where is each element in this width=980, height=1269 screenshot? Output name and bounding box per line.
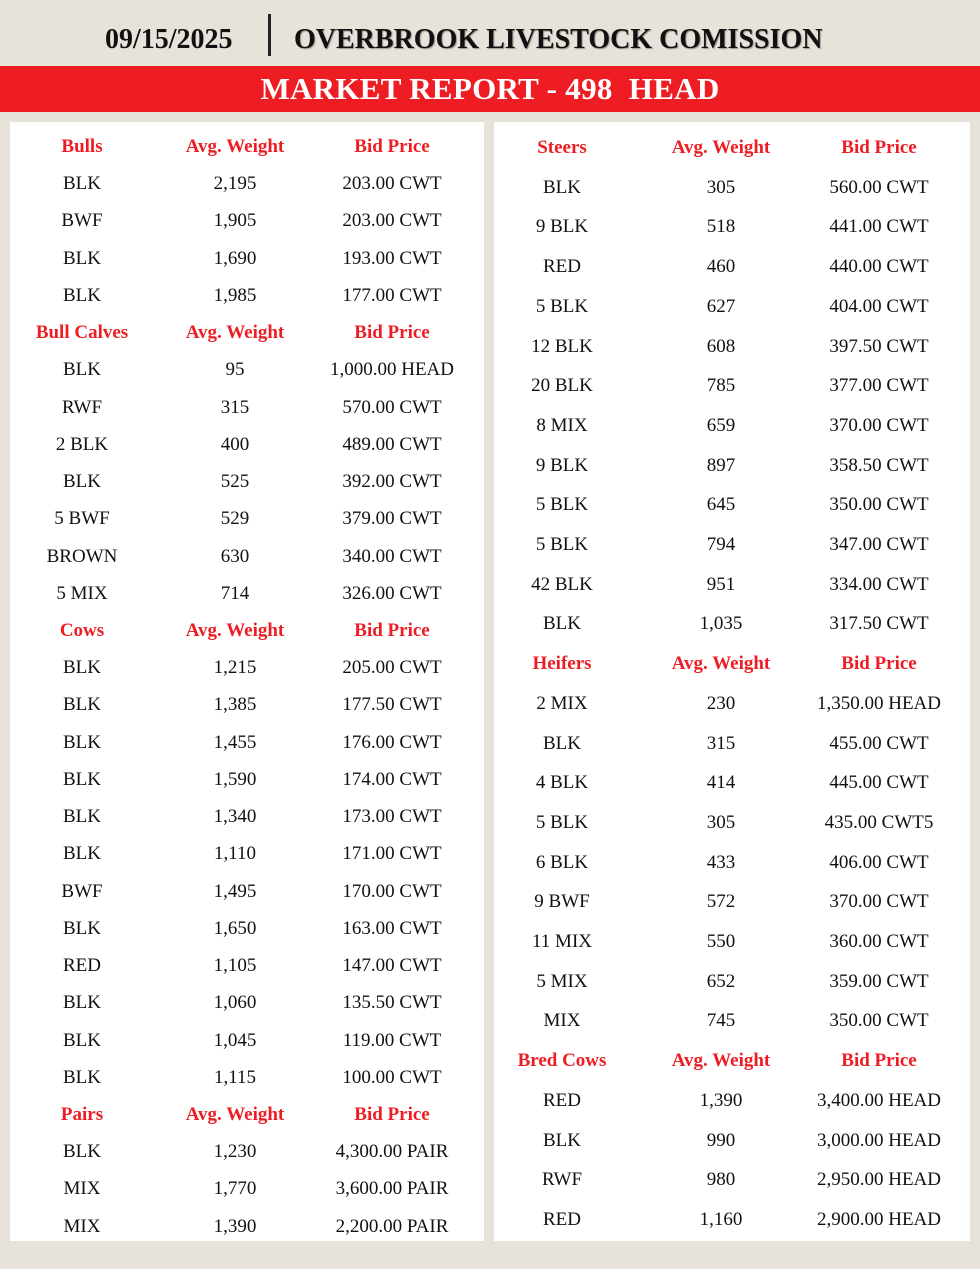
table-row [494, 1129, 970, 1153]
table-row [494, 374, 970, 398]
report-date: 09/15/2025 [105, 24, 233, 55]
bid-price-heading: Bid Price [841, 137, 917, 158]
table-row [494, 811, 970, 835]
lot-description: 5 BWF [54, 508, 110, 530]
avg-weight: 1,110 [213, 843, 257, 865]
avg-weight: 980 [706, 1169, 736, 1191]
avg-weight: 460 [706, 256, 736, 278]
bid-price: 359.00 CWT [829, 970, 929, 992]
bid-price: 350.00 CWT [829, 1010, 929, 1032]
category-heading: Bull Calves [35, 322, 129, 344]
table-row [494, 930, 970, 954]
table-row [494, 970, 970, 994]
category-heading: Bulls [61, 136, 103, 157]
avg-weight: 630 [220, 545, 250, 567]
bid-price: 135.50 CWT [342, 992, 442, 1014]
bid-price: 489.00 CWT [342, 433, 442, 455]
table-row [494, 1168, 970, 1192]
lot-description: BWF [61, 210, 103, 232]
bid-price: 4,300.00 PAIR [335, 1141, 449, 1163]
bid-price: 163.00 CWT [342, 917, 442, 939]
bid-price-heading: Bid Price [354, 619, 430, 641]
avg-weight-heading: Avg. Weight [185, 136, 285, 157]
lot-description: BLK [63, 1066, 101, 1088]
avg-weight: 414 [706, 772, 736, 794]
category-heading: Bred Cows [517, 1050, 607, 1072]
avg-weight: 714 [220, 582, 250, 604]
table-row [10, 693, 484, 717]
section-header [494, 136, 970, 160]
table-row [10, 805, 484, 829]
lot-description: 4 BLK [535, 772, 589, 794]
avg-weight: 1,340 [213, 806, 257, 828]
avg-weight: 525 [220, 471, 250, 493]
lot-description: BLK [63, 694, 101, 716]
table-row [10, 358, 484, 382]
table-row [10, 768, 484, 792]
section-header [494, 652, 970, 676]
bid-price: 3,000.00 HEAD [816, 1129, 942, 1151]
bid-price-heading: Bid Price [354, 322, 430, 344]
bid-price: 3,400.00 HEAD [816, 1089, 942, 1111]
table-row [10, 842, 484, 866]
bid-price-heading: Bid Price [354, 1103, 430, 1125]
table-row [494, 890, 970, 914]
bid-price: 440.00 CWT [829, 256, 929, 278]
bid-price: 347.00 CWT [829, 534, 929, 555]
lot-description: BLK [63, 284, 101, 306]
avg-weight: 2,195 [213, 173, 257, 195]
bid-price: 397.50 CWT [829, 335, 929, 357]
table-row [494, 255, 970, 279]
bid-price: 177.00 CWT [342, 284, 442, 306]
bid-price: 455.00 CWT [829, 732, 929, 754]
avg-weight: 1,905 [213, 210, 257, 232]
lot-description: RED [63, 955, 101, 977]
avg-weight: 1,230 [213, 1141, 257, 1163]
lot-description: RED [543, 1089, 581, 1111]
lot-description: MIX [63, 1178, 101, 1200]
avg-weight: 1,045 [213, 1029, 257, 1051]
avg-weight: 529 [220, 508, 250, 530]
table-row [494, 1208, 970, 1232]
table-row [494, 612, 970, 636]
bid-price: 203.00 CWT [342, 173, 442, 195]
right-panel [494, 122, 970, 1241]
table-row [494, 1009, 970, 1033]
lot-description: BLK [543, 1129, 581, 1151]
avg-weight: 305 [706, 176, 736, 198]
table-row [10, 1029, 484, 1053]
lot-description: BLK [63, 471, 101, 493]
table-row [10, 880, 484, 904]
table-row [10, 209, 484, 233]
bid-price: 377.00 CWT [829, 375, 929, 397]
avg-weight: 785 [706, 375, 736, 397]
bid-price: 1,000.00 HEAD [329, 359, 455, 381]
bid-price: 173.00 CWT [342, 806, 442, 828]
bid-price: 350.00 CWT [829, 494, 929, 516]
table-row [10, 1140, 484, 1164]
avg-weight: 1,105 [213, 955, 257, 977]
avg-weight: 1,390 [699, 1089, 743, 1111]
lot-description: BLK [63, 1141, 101, 1163]
avg-weight: 897 [706, 454, 736, 476]
left-panel [10, 122, 484, 1241]
bid-price: 174.00 CWT [342, 768, 442, 790]
table-row [10, 433, 484, 457]
table-row [10, 1215, 484, 1239]
report-title: OVERBROOK LIVESTOCK COMISSION [294, 24, 823, 55]
table-row [10, 656, 484, 680]
table-row [494, 732, 970, 756]
lot-description: BLK [63, 173, 101, 195]
lot-description: BWF [61, 880, 103, 902]
table-row [10, 731, 484, 755]
table-row [10, 470, 484, 494]
lot-description: BROWN [46, 545, 118, 567]
avg-weight: 1,690 [213, 247, 257, 269]
avg-weight: 652 [706, 970, 736, 992]
table-row [10, 284, 484, 308]
category-heading: Heifers [532, 653, 592, 675]
bid-price: 560.00 CWT [829, 176, 929, 198]
lot-description: BLK [63, 917, 101, 939]
bid-price-heading: Bid Price [841, 653, 917, 675]
lot-description: 2 MIX [536, 692, 588, 714]
avg-weight: 1,215 [213, 657, 257, 679]
bid-price: 340.00 CWT [342, 545, 442, 567]
avg-weight: 951 [706, 573, 736, 595]
avg-weight: 1,770 [213, 1178, 257, 1200]
lot-description: MIX [543, 1010, 581, 1032]
avg-weight: 1,985 [213, 284, 257, 306]
bid-price: 100.00 CWT [342, 1066, 442, 1088]
table-row [10, 545, 484, 569]
avg-weight: 400 [220, 433, 250, 455]
table-row [494, 215, 970, 239]
bid-price: 119.00 CWT [342, 1029, 442, 1051]
avg-weight: 627 [706, 295, 736, 317]
lot-description: RED [543, 256, 581, 278]
section-header [10, 1103, 484, 1127]
avg-weight: 433 [706, 851, 736, 873]
lot-description: 9 BLK [535, 216, 589, 238]
bid-price: 1,350.00 HEAD [816, 692, 942, 714]
avg-weight: 1,160 [699, 1208, 743, 1230]
avg-weight: 1,590 [213, 768, 257, 790]
table-row [10, 917, 484, 941]
avg-weight: 550 [706, 931, 736, 952]
bid-price: 326.00 CWT [342, 582, 442, 604]
section-header [10, 619, 484, 643]
table-row [494, 454, 970, 478]
lot-description: 6 BLK [535, 851, 589, 873]
lot-description: BLK [63, 806, 101, 828]
banner-text: MARKET REPORT - 498 HEAD [260, 71, 720, 106]
bid-price: 404.00 CWT [829, 295, 929, 317]
table-row [10, 396, 484, 420]
lot-description: BLK [543, 613, 581, 635]
avg-weight: 1,385 [213, 694, 257, 716]
bid-price: 2,900.00 HEAD [816, 1208, 942, 1230]
lot-description: RWF [541, 1169, 583, 1191]
table-row [494, 414, 970, 438]
lot-description: BLK [543, 176, 581, 198]
avg-weight: 1,495 [213, 880, 257, 902]
bid-price: 406.00 CWT [829, 851, 929, 873]
lot-description: 5 BLK [535, 494, 589, 516]
lot-description: BLK [63, 992, 101, 1014]
lot-description: 5 MIX [56, 582, 108, 604]
bid-price: 205.00 CWT [342, 657, 442, 679]
lot-description: BLK [63, 359, 101, 381]
avg-weight: 1,390 [213, 1215, 257, 1237]
lot-description: 2 BLK [55, 433, 109, 455]
lot-description: 5 BLK [535, 811, 589, 833]
table-row [494, 573, 970, 597]
market-report-banner [0, 66, 980, 112]
table-row [10, 1066, 484, 1090]
category-heading: Cows [59, 619, 105, 641]
lot-description: BLK [63, 843, 101, 865]
bid-price: 570.00 CWT [342, 396, 442, 418]
section-header [10, 135, 484, 159]
avg-weight: 518 [706, 216, 736, 238]
avg-weight-heading: Avg. Weight [671, 1050, 771, 1072]
table-row [494, 533, 970, 557]
lot-description: BLK [63, 247, 101, 269]
bid-price-heading: Bid Price [841, 1050, 917, 1072]
avg-weight: 1,115 [213, 1066, 257, 1088]
category-heading: Pairs [60, 1103, 104, 1125]
lot-description: BLK [63, 1029, 101, 1051]
avg-weight: 1,455 [213, 731, 257, 753]
bid-price: 360.00 CWT [829, 931, 929, 952]
bid-price: 193.00 CWT [342, 247, 442, 269]
lot-description: BLK [63, 657, 101, 679]
table-row [10, 954, 484, 978]
bid-price: 379.00 CWT [342, 508, 442, 530]
bid-price: 3,600.00 PAIR [335, 1178, 449, 1200]
lot-description: BLK [543, 732, 581, 754]
lot-description: 5 MIX [536, 970, 588, 992]
lot-description: 42 BLK [531, 573, 593, 595]
avg-weight-heading: Avg. Weight [185, 322, 285, 344]
avg-weight: 1,650 [213, 917, 257, 939]
bid-price: 370.00 CWT [829, 414, 929, 436]
avg-weight: 305 [706, 811, 736, 833]
bid-price: 441.00 CWT [829, 216, 929, 238]
bid-price: 358.50 CWT [829, 454, 929, 476]
table-row [494, 335, 970, 359]
bid-price: 203.00 CWT [342, 210, 442, 232]
bid-price: 435.00 CWT5 [824, 811, 934, 833]
table-row [494, 692, 970, 716]
bid-price: 370.00 CWT [829, 891, 929, 913]
table-row [10, 247, 484, 271]
avg-weight: 315 [220, 396, 250, 418]
report-header [0, 0, 980, 66]
avg-weight-heading: Avg. Weight [671, 137, 771, 158]
avg-weight: 1,060 [213, 992, 257, 1014]
bid-price: 2,200.00 PAIR [335, 1215, 449, 1237]
avg-weight: 572 [706, 891, 736, 913]
avg-weight: 95 [225, 359, 245, 381]
section-header [494, 1049, 970, 1073]
table-row [494, 295, 970, 319]
bid-price: 176.00 CWT [342, 731, 442, 753]
bid-price: 334.00 CWT [829, 573, 929, 595]
lot-description: 11 MIX [532, 931, 592, 952]
category-heading: Steers [537, 137, 587, 158]
avg-weight: 990 [706, 1129, 736, 1151]
table-row [494, 493, 970, 517]
avg-weight-heading: Avg. Weight [185, 619, 285, 641]
bid-price: 171.00 CWT [342, 843, 442, 865]
table-row [10, 991, 484, 1015]
bid-price: 445.00 CWT [829, 772, 929, 794]
lot-description: 20 BLK [531, 375, 593, 397]
avg-weight: 659 [706, 414, 736, 436]
avg-weight: 794 [706, 534, 736, 555]
avg-weight: 315 [706, 732, 736, 754]
bid-price-heading: Bid Price [354, 136, 430, 157]
lot-description: 5 BLK [535, 534, 589, 555]
table-row [10, 172, 484, 196]
avg-weight: 1,035 [699, 613, 743, 635]
lot-description: BLK [63, 768, 101, 790]
avg-weight: 645 [706, 494, 736, 516]
lot-description: 12 BLK [531, 335, 593, 357]
avg-weight-heading: Avg. Weight [185, 1103, 285, 1125]
section-header [10, 321, 484, 345]
header-divider [268, 14, 271, 56]
lot-description: 9 BWF [534, 891, 590, 913]
avg-weight-heading: Avg. Weight [671, 653, 771, 675]
bid-price: 147.00 CWT [342, 955, 442, 977]
lot-description: 5 BLK [535, 295, 589, 317]
table-row [494, 1089, 970, 1113]
bid-price: 392.00 CWT [342, 471, 442, 493]
table-row [10, 1177, 484, 1201]
lot-description: RWF [61, 396, 103, 418]
avg-weight: 745 [706, 1010, 736, 1032]
lot-description: MIX [63, 1215, 101, 1237]
bid-price: 177.50 CWT [342, 694, 442, 716]
table-row [494, 176, 970, 200]
table-row [494, 771, 970, 795]
table-row [10, 507, 484, 531]
avg-weight: 608 [706, 335, 736, 357]
lot-description: 8 MIX [536, 414, 588, 436]
bid-price: 317.50 CWT [829, 613, 929, 635]
lot-description: RED [543, 1208, 581, 1230]
lot-description: BLK [63, 731, 101, 753]
bid-price: 2,950.00 HEAD [816, 1169, 942, 1191]
bid-price: 170.00 CWT [342, 880, 442, 902]
table-row [494, 851, 970, 875]
lot-description: 9 BLK [535, 454, 589, 476]
avg-weight: 230 [706, 692, 736, 714]
table-row [10, 582, 484, 606]
